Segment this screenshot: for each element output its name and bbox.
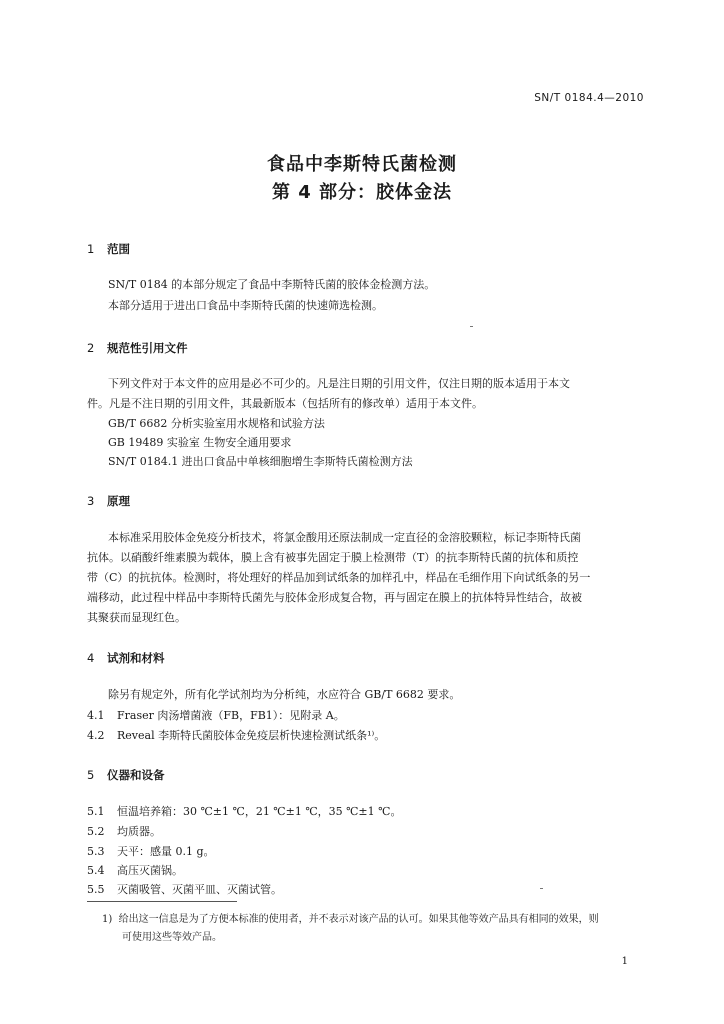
section-number: 5 <box>87 768 95 782</box>
item-text: Fraser 肉汤增菌液（FB，FB1）：见附录 A。 <box>117 709 345 722</box>
reference-item: SN/T 0184.1 进出口食品中单核细胞增生李斯特氏菌检测方法 <box>108 455 413 468</box>
paragraph-line: 本标准采用胶体金免疫分析技术，将氯金酸用还原法制成一定直径的金溶胶颗粒，标记李斯特氏菌 <box>108 531 581 544</box>
list-item <box>87 729 385 743</box>
list-item <box>87 709 345 723</box>
section-3-heading <box>87 493 130 509</box>
paragraph-line: 件。凡是不注日期的引用文件，其最新版本（包括所有的修改单）适用于本文件。 <box>87 397 483 410</box>
item-text: Reveal 李斯特氏菌胶体金免疫层析快速检测试纸条¹⁾。 <box>117 729 386 742</box>
section-title: 规范性引用文件 <box>107 341 188 355</box>
item-number: 5.5 <box>87 883 105 896</box>
footnote-marker: 1) <box>102 914 113 925</box>
section-4-heading <box>87 650 165 666</box>
footnote-continuation: 可使用这些等效产品。 <box>122 932 222 943</box>
section-title: 仪器和设备 <box>107 768 165 782</box>
list-item <box>87 805 401 819</box>
item-text: 高压灭菌锅。 <box>117 864 183 877</box>
item-number: 5.4 <box>87 864 105 877</box>
list-item <box>87 825 161 839</box>
item-number: 5.3 <box>87 845 105 858</box>
section-number: 2 <box>87 341 95 355</box>
section-2-heading <box>87 340 188 356</box>
paragraph-line: SN/T 0184 的本部分规定了食品中李斯特氏菌的胶体金检测方法。 <box>108 278 436 291</box>
paragraph-line: 除另有规定外，所有化学试剂均为分析纯，水应符合 GB/T 6682 要求。 <box>108 688 461 701</box>
item-number: 4.1 <box>87 709 105 722</box>
section-number: 4 <box>87 651 95 665</box>
section-title: 试剂和材料 <box>107 651 165 665</box>
page-number: 1 <box>621 956 628 967</box>
document-subtitle: 第 4 部分：胶体金法 <box>271 182 453 203</box>
scan-speck <box>540 888 543 889</box>
item-number: 5.1 <box>87 805 105 818</box>
section-5-heading <box>87 767 165 783</box>
paragraph-line: 下列文件对于本文件的应用是必不可少的。凡是注日期的引用文件，仅注日期的版本适用于本文 <box>108 377 570 390</box>
document-title: 食品中李斯特氏菌检测 <box>267 154 457 175</box>
paragraph-line: 本部分适用于进出口食品中李斯特氏菌的快速筛选检测。 <box>108 299 383 312</box>
standard-code: SN/T 0184.4—2010 <box>534 92 644 104</box>
section-title: 原理 <box>107 494 130 508</box>
section-1-heading <box>87 241 130 257</box>
scan-speck <box>470 326 473 327</box>
list-item <box>87 883 282 897</box>
paragraph-line: 带（C）的抗抗体。检测时，将处理好的样品加到试纸条的加样孔中，样品在毛细作用下向试纸条的另一 <box>87 571 591 584</box>
footnote-text: 给出这一信息是为了方便本标准的使用者，并不表示对该产品的认可。如果其他等效产品具有相同的效果，则 <box>118 914 599 925</box>
section-number: 1 <box>87 242 95 256</box>
item-number: 5.2 <box>87 825 105 838</box>
paragraph-line: 其聚获而显现红色。 <box>87 611 186 624</box>
reference-item: GB 19489 实验室 生物安全通用要求 <box>108 436 292 449</box>
item-text: 灭菌吸管、灭菌平皿、灭菌试管。 <box>117 883 282 896</box>
item-number: 4.2 <box>87 729 105 742</box>
footnote <box>102 912 599 928</box>
reference-item: GB/T 6682 分析实验室用水规格和试验方法 <box>108 417 325 430</box>
item-text: 恒温培养箱：30 ℃±1 ℃，21 ℃±1 ℃，35 ℃±1 ℃。 <box>117 805 402 818</box>
list-item <box>87 845 215 859</box>
paragraph-line: 抗体。以硝酸纤维素膜为载体，膜上含有被事先固定于膜上检测带（T）的抗李斯特氏菌的抗体和质控 <box>87 551 579 564</box>
section-title: 范围 <box>107 242 130 256</box>
item-text: 均质器。 <box>117 825 161 838</box>
item-text: 天平：感量 0.1 g。 <box>117 845 215 858</box>
section-number: 3 <box>87 494 95 508</box>
paragraph-line: 端移动，此过程中样品中李斯特氏菌先与胶体金形成复合物，再与固定在膜上的抗体特异性结合，故被 <box>87 591 582 604</box>
list-item <box>87 864 183 878</box>
footnote-divider <box>87 901 237 902</box>
